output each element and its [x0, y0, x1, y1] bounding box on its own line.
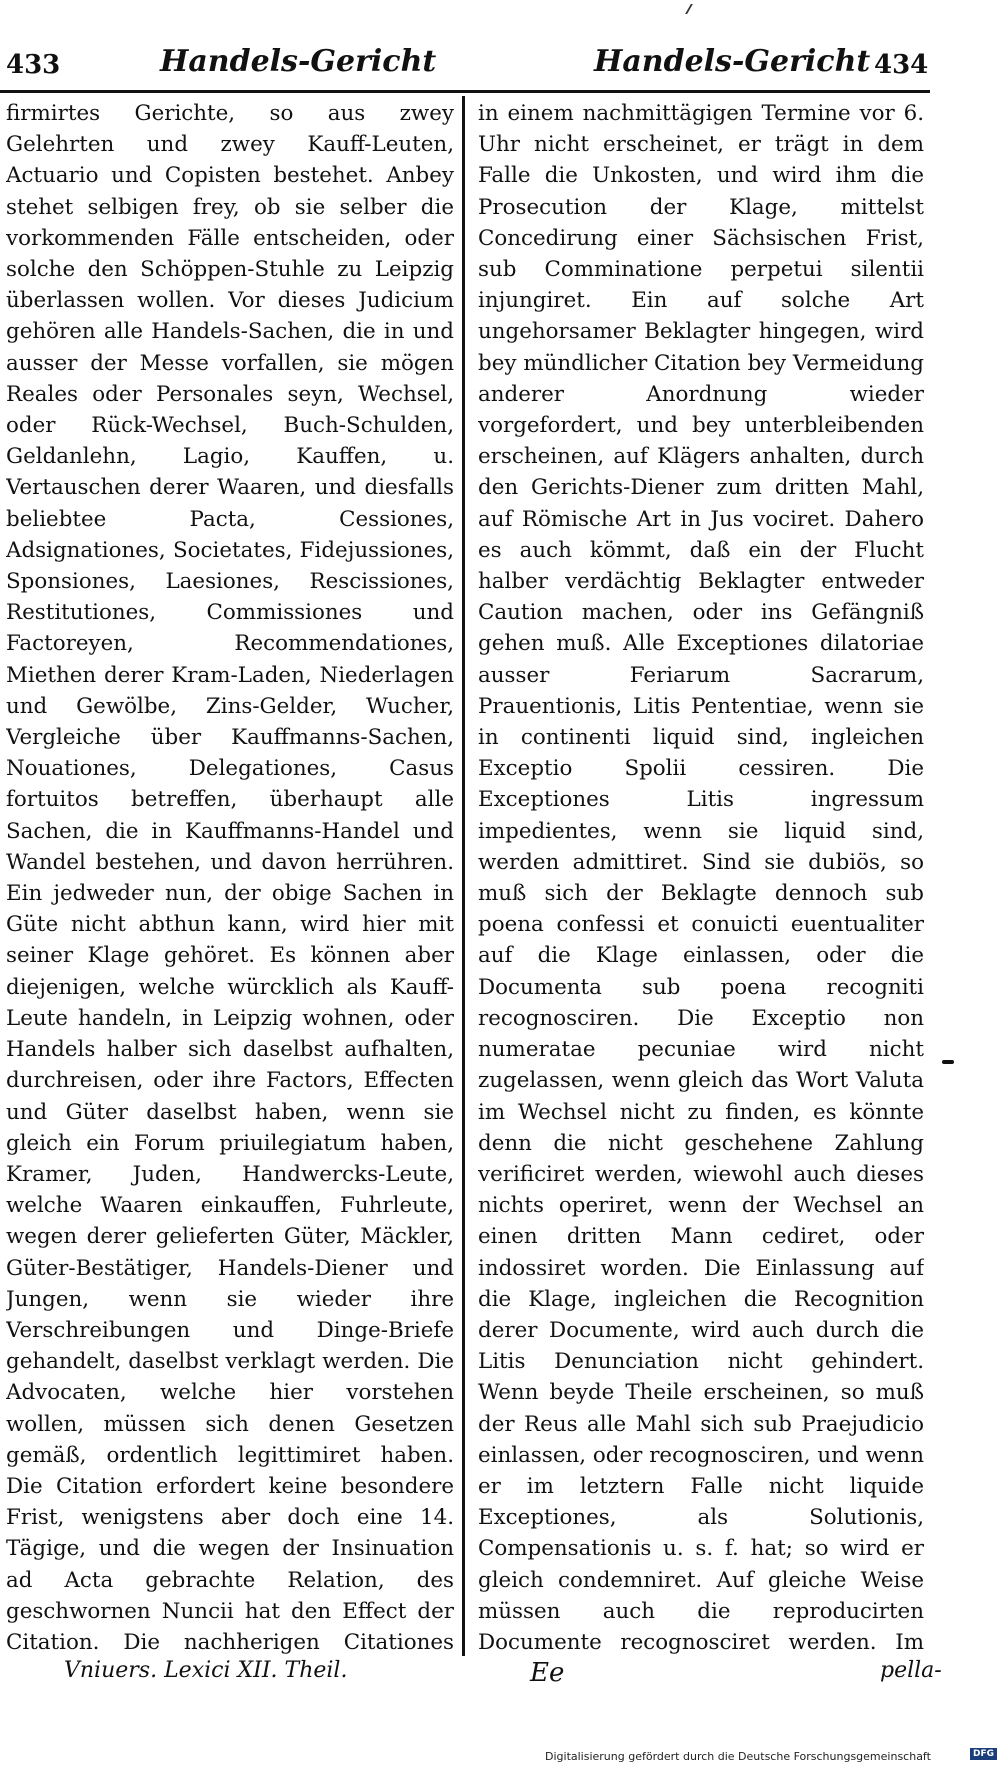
text-column-right: in einem nachmittägigen Termine vor 6. Uhr nicht erscheinet, er trägt in dem Falle die Unkosten, und wird ihm die Prosecution der Klage, mittelst Concedirung einer Sächsischen Frist, sub Comminatione perpetui silentii injungiret. Ein auf solche Art ungehorsamer Beklagter hingegen, wird bey mündlicher Citation bey Vermeidung anderer Anordnung wieder vorgefordert, und bey unterbleibenden erscheinen, auf Klägers anhalten, durch den Gerichts-Diener zum dritten Mahl, auf Römische Art in Jus vociret. Dahero es auch kömmt, daß ein der Flucht halber verdächtig Beklagter entweder Caution machen, oder ins Gefängniß gehen muß. Alle Exceptiones dilatoriae ausser Feriarum Sacrarum, Prauentionis, Litis Pententiae, wenn sie in continenti liquid sind, ingleichen Exceptio Spolii cessiren. Die Exceptiones Litis ingressum impedientes, wenn sie liquid sind, werden admittiret. Sind sie dubiös, so muß sich der Beklagte dennoch sub poena confessi et conuicti euentualiter auf die Klage einlassen, oder die Documenta sub poena recogniti recognosciren. Die Exceptio non numeratae pecuniae wird nicht zugelassen, wenn gleich das Wort Valuta im Wechsel nicht zu finden, es könnte denn die nicht geschehene Zahlung verificiret werden, wiewohl auch dieses nichts operiret, wenn der Wechsel an einen dritten Mann cediret, oder indossiret worden. Die Einlassung auf die Klage, ingleichen die Recognition derer Documente, wird auch durch die Litis Denunciation nicht gehindert. Wenn beyde Theile erscheinen, so muß der Reus alle Mahl sich sub Praejudicio einlassen, oder recognosciren, und wenn er im letztern Falle nicht liquide Exceptiones, als Solutionis, Compensationis u. s. f. hat; so wird er gleich condemniret. Auf gleiche Weise müssen auch die reproducirten Documente recognosciret werden. Im — [478, 101, 924, 1655]
running-title-right: Handels-Gericht — [594, 44, 871, 79]
column-divider — [462, 96, 465, 1656]
page-number-left: 433 — [6, 50, 61, 80]
binding-mark — [671, 4, 693, 14]
text-column-left: firmirtes Gerichte, so aus zwey Gelehrten und zwey Kauff-Leuten, Actuario und Copisten bestehet. Anbey stehet selbigen frey, ob sie selber die vorkommenden Fälle entscheiden, oder solche den Schöppen-Stuhle zu Leipzig überlassen wollen. Vor dieses Judicium gehören alle Handels-Sachen, die in und ausser der Messe vorfallen, sie mögen Reales oder Personales seyn, Wechsel, oder Rück-Wechsel, Buch-Schulden, Geldanlehn, Lagio, Kauffen, u. Vertauschen derer Waaren, und diesfalls beliebtee Pacta, Cessiones, Adsignationes, Societates, Fidejussiones, Sponsiones, Laesiones, Rescissiones, Restitutiones, Commissiones und Factoreyen, Recommendationes, Miethen derer Kram-Laden, Niederlagen und Gewölbe, Zins-Gelder, Wucher, Vergleiche über Kauffmanns-Sachen, Nouationes, Delegationes, Casus fortuitos betreffen, überhaupt alle Sachen, die in Kauffmanns-Handel und Wandel bestehen, und davon herrühren. Ein jedweder nun, der obige Sachen in Güte nicht abthun kann, wird hier mit seiner Klage gehöret. Es können aber diejenigen, welche würcklich als Kauff-Leute handeln, in Leipzig wohnen, oder Handels halber sich daselbst aufhalten, durchreisen, oder ihre Factors, Effecten und Güter daselbst haben, wenn sie gleich ein Forum priuilegiatum haben, Kramer, Juden, Handwercks-Leute, welche Waaren einkauffen, Fuhrleute, wegen derer gelieferten Güter, Mäckler, Güter-Bestätiger, Handels-Diener und Jungen, wenn sie wieder ihre Verschreibungen und Dinge-Briefe gehandelt, daselbst verklagt werden. Die Advocaten, welche hier vorstehen wollen, müssen sich denen Gesetzen gemäß, ordentlich legittimiret haben. Die Citation erfordert keine besondere Frist, wenigstens aber doch eine 14. Tägige, und die wegen der Insinuation ad Acta gebrachte Relation, des geschwornen Nuncii hat den Effect der Citation. Die nachherigen Citationes — [6, 101, 454, 1655]
catchword: pella- — [880, 1658, 942, 1683]
margin-mark — [942, 1060, 954, 1064]
header-rule — [0, 90, 930, 93]
digitization-credit: Digitalisierung gefördert durch die Deutsche Forschungsgemeinschaft — [545, 1750, 931, 1763]
dfg-logo: DFG — [970, 1748, 997, 1760]
signature-line: Vniuers. Lexici XII. Theil. — [64, 1658, 348, 1683]
signature-mark: Ee — [530, 1658, 565, 1688]
page-number-right: 434 — [874, 50, 929, 80]
running-title-left: Handels-Gericht — [160, 44, 437, 79]
